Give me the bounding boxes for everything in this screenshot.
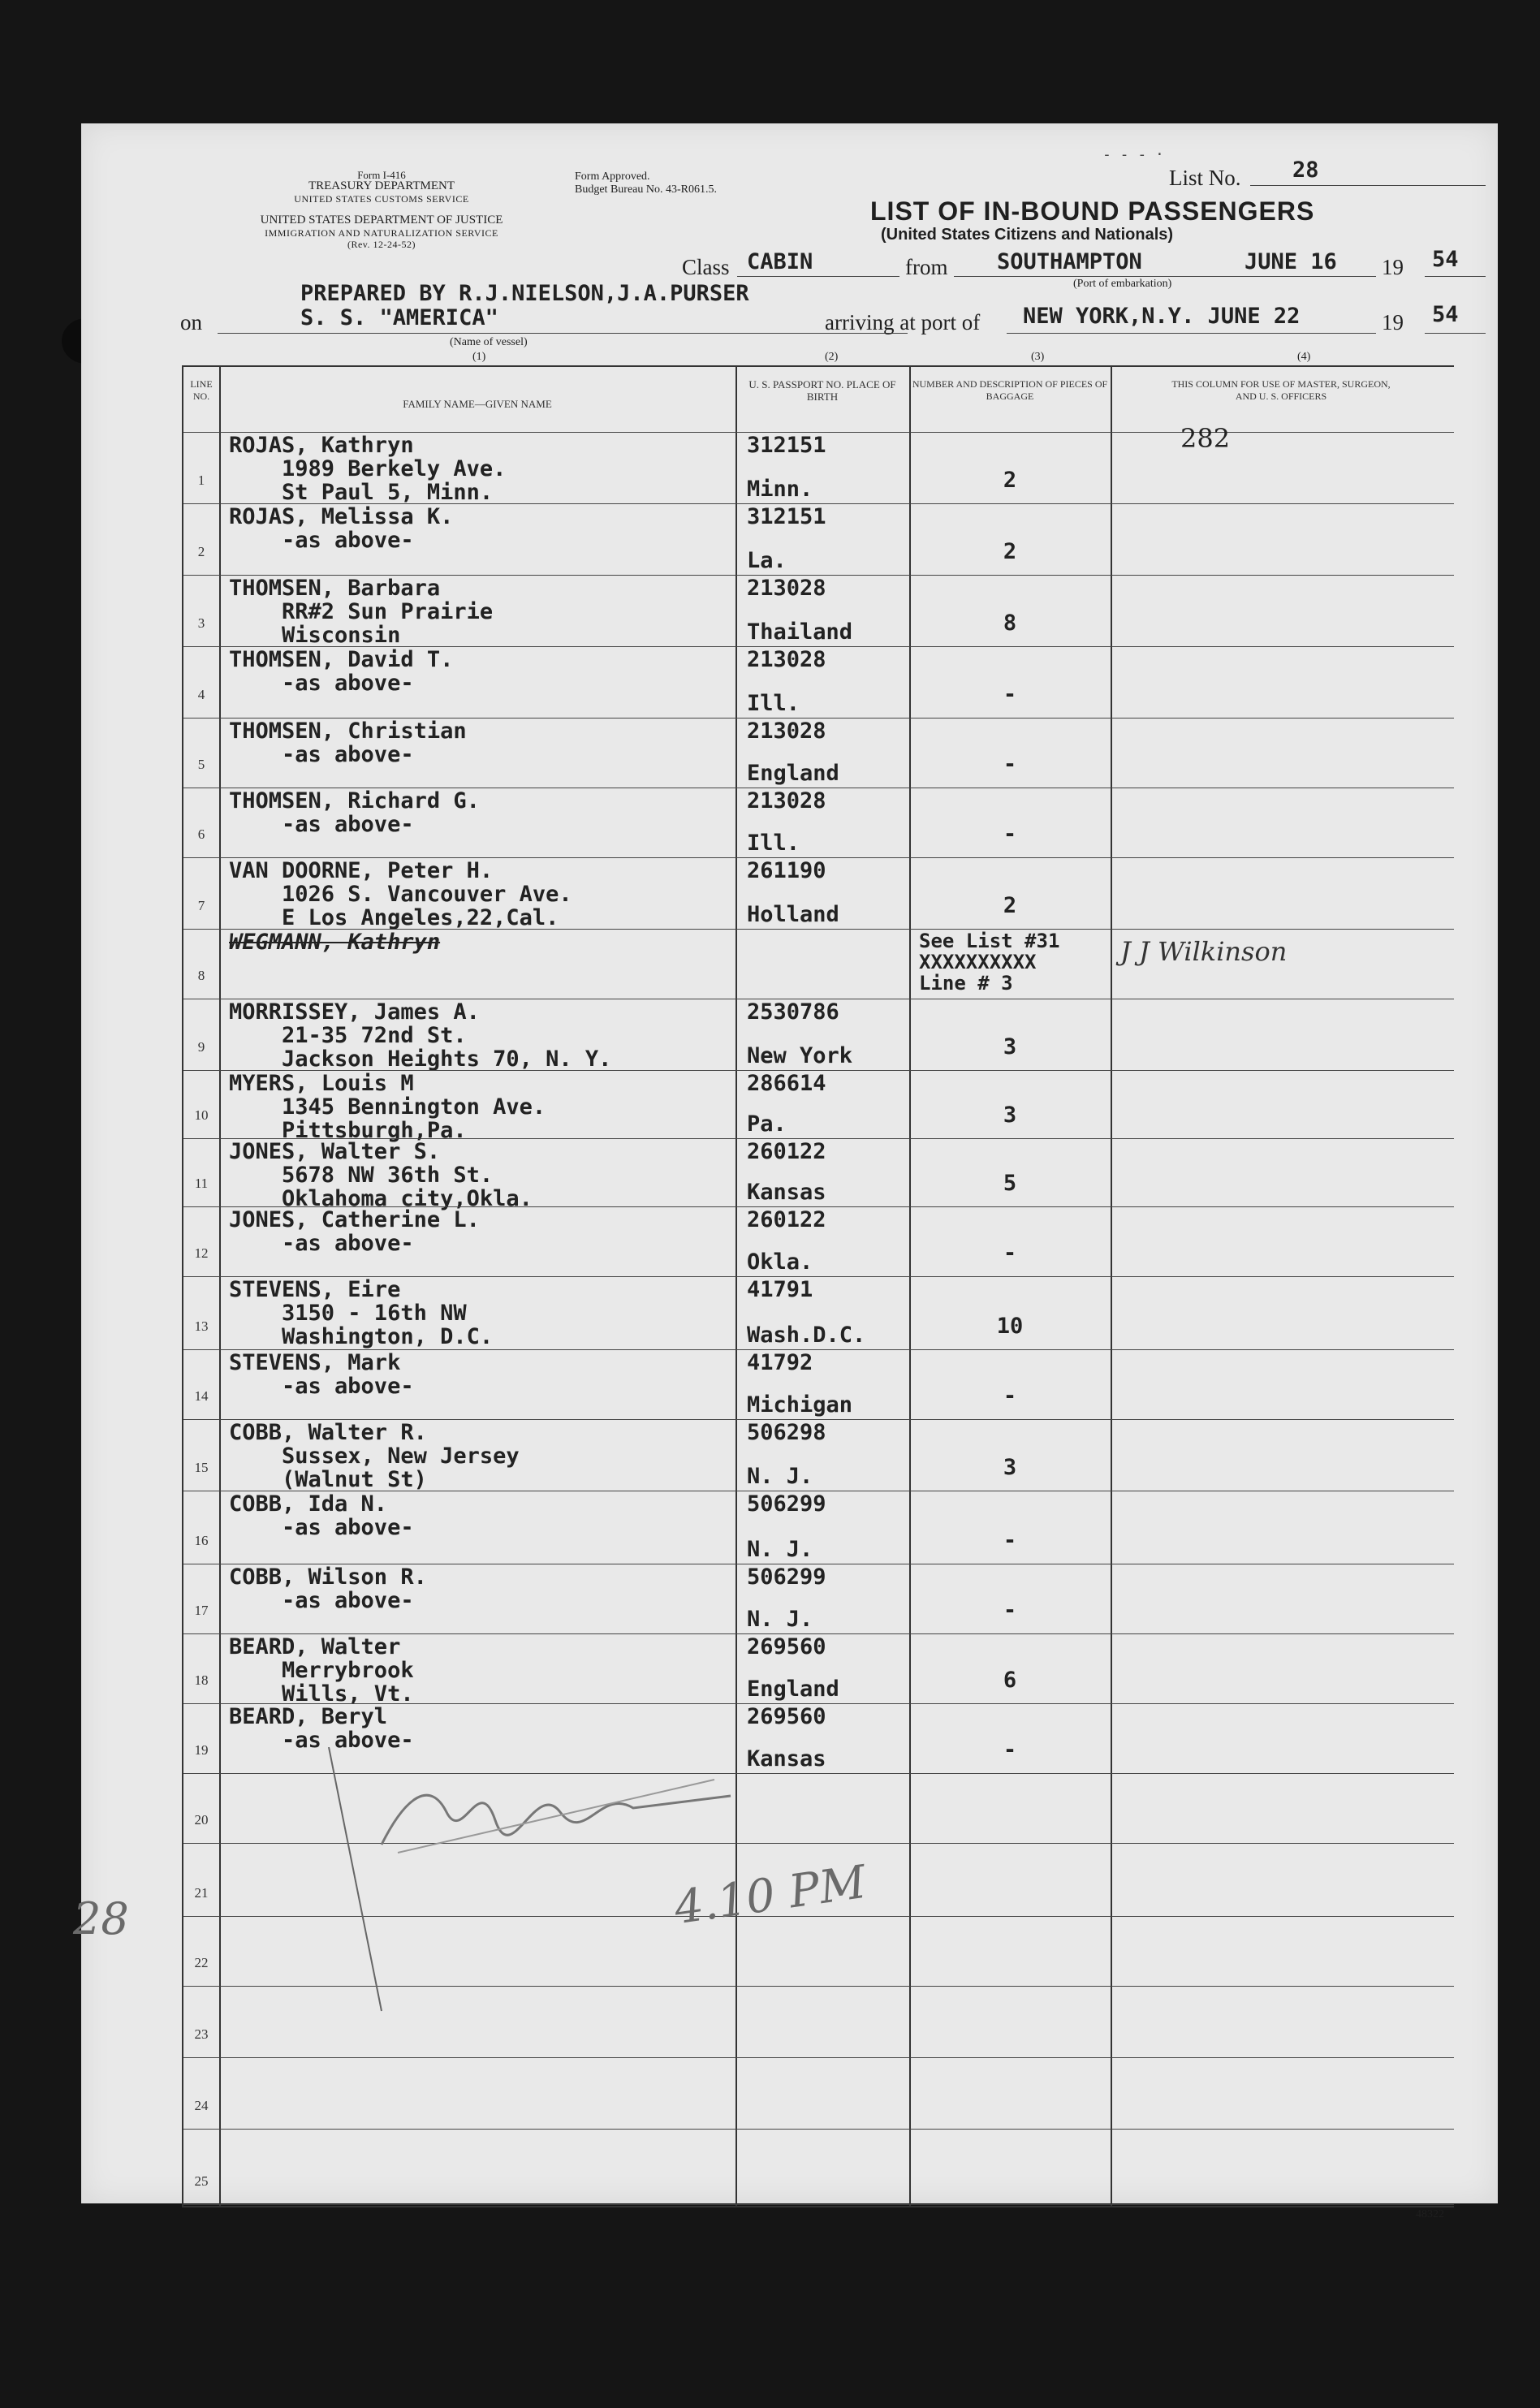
table-row [183, 929, 1454, 999]
column-header-name: FAMILY NAME—GIVEN NAME [403, 398, 552, 410]
table-row [183, 1491, 1454, 1564]
manifest-page [73, 123, 1498, 2220]
baggage-count: 2 [1003, 539, 1017, 564]
passenger-name: THOMSEN, Christian -as above- [229, 719, 467, 767]
place-of-birth: La. [747, 548, 787, 573]
passenger-name: JONES, Walter S. 5678 NW 36th St. Oklahoma city,Okla. [229, 1139, 533, 1211]
margin-handwritten-number: 28 [73, 1893, 129, 1944]
line-number: 7 [197, 898, 205, 913]
place-of-birth: N. J. [747, 1464, 813, 1489]
place-of-birth: England [747, 1677, 839, 1702]
line-number: 9 [197, 1039, 205, 1055]
line-number: 24 [194, 2098, 209, 2113]
form-approved: Form Approved. [575, 170, 650, 183]
passport-number: 213028 [747, 576, 826, 601]
budget-bureau: Budget Bureau No. 43-R061.5. [575, 183, 717, 196]
list-no-label: List No. [1169, 166, 1241, 190]
passenger-name: ROJAS, Kathryn 1989 Berkely Ave. St Paul 5, Minn. [229, 433, 507, 505]
place-of-birth: Ill. [747, 691, 800, 716]
line-number: 12 [194, 1245, 209, 1261]
line-number: 20 [194, 1812, 209, 1828]
document-title: LIST OF IN-BOUND PASSENGERS [870, 196, 1315, 226]
baggage-count: 8 [1003, 611, 1017, 636]
form-number: Form I-416 [357, 169, 406, 181]
baggage-count: - [1003, 1383, 1017, 1409]
passport-number: 213028 [747, 788, 826, 813]
embarkation-caption: (Port of embarkation) [1073, 278, 1172, 290]
baggage-count: - [1003, 1528, 1017, 1553]
prepared-by: PREPARED BY R.J.NIELSON,J.A.PURSER [300, 281, 749, 306]
baggage-count: 2 [1003, 893, 1017, 918]
table-row [183, 503, 1454, 575]
passenger-name: THOMSEN, David T. -as above- [229, 647, 454, 696]
place-of-birth: Thailand [747, 619, 853, 645]
arriving-label: arriving at port of [825, 310, 981, 334]
line-number: 13 [194, 1318, 209, 1334]
table-row [183, 999, 1454, 1070]
document-subtitle: (United States Citizens and Nationals) [881, 226, 1174, 244]
passenger-name: THOMSEN, Richard G. -as above- [229, 788, 480, 837]
departure-date: JUNE 16 [1245, 249, 1337, 274]
passport-number: 260122 [747, 1207, 826, 1232]
place-of-birth: Pa. [747, 1111, 787, 1137]
table-row [183, 1419, 1454, 1491]
passenger-name: MORRISSEY, James A. 21-35 72nd St. Jackson Heights 70, N. Y. [229, 999, 612, 1072]
passenger-name: ROJAS, Melissa K. -as above- [229, 504, 454, 553]
signature-scribble [373, 1763, 747, 1864]
passenger-name: COBB, Ida N. -as above- [229, 1491, 414, 1540]
table-row [183, 1070, 1454, 1143]
column-header-passport: U. S. PASSPORT NO. PLACE OF BIRTH [748, 378, 896, 403]
column-header-line-no: LINE NO. [190, 378, 213, 402]
arrival-port: NEW YORK,N.Y. JUNE 22 [1023, 304, 1301, 329]
officer-note: J J Wilkinson [1120, 936, 1288, 967]
place-of-birth: Wash.D.C. [747, 1323, 866, 1348]
line-number: 19 [194, 1742, 209, 1758]
table-row [183, 2057, 1454, 2129]
place-of-birth: England [747, 761, 839, 786]
passport-number: 261190 [747, 858, 826, 883]
passenger-name: MYERS, Louis M 1345 Bennington Ave. Pittsburgh,Pa. [229, 1071, 546, 1143]
baggage-count: - [1003, 1598, 1017, 1623]
passenger-name: VAN DOORNE, Peter H. 1026 S. Vancouver Ave. E Los Angeles,22,Cal. [229, 858, 572, 930]
place-of-birth: Okla. [747, 1249, 813, 1275]
baggage-count: - [1003, 682, 1017, 707]
line-number: 1 [197, 473, 205, 488]
baggage-count: 5 [1003, 1171, 1017, 1196]
table-row [183, 718, 1454, 788]
line-number: 5 [197, 757, 205, 772]
line-number: 6 [197, 826, 205, 842]
place-of-birth: Michigan [747, 1392, 853, 1418]
on-label: on [180, 310, 202, 334]
place-of-birth: Ill. [747, 831, 800, 856]
passport-number: 269560 [747, 1704, 826, 1729]
table-row [183, 575, 1454, 646]
port-of-embarkation: SOUTHAMPTON [997, 249, 1142, 274]
passport-number: 213028 [747, 647, 826, 672]
table-row [183, 1138, 1454, 1211]
place-of-birth: Kansas [747, 1746, 826, 1771]
print-code: 48322 [1416, 2208, 1444, 2220]
baggage-count: 3 [1003, 1455, 1017, 1480]
place-of-birth: New York [747, 1043, 853, 1068]
table-row [183, 646, 1454, 718]
immigration-service: IMMIGRATION AND NATURALIZATION SERVICE [265, 227, 498, 239]
line-number: 16 [194, 1533, 209, 1548]
mark-dashes: - - - · [1102, 146, 1164, 163]
passenger-name: STEVENS, Mark -as above- [229, 1350, 414, 1399]
baggage-count: 3 [1003, 1103, 1017, 1128]
vessel-name: S. S. "AMERICA" [300, 305, 498, 330]
baggage-count: 2 [1003, 468, 1017, 493]
line-number: 15 [194, 1460, 209, 1475]
place-of-birth: Holland [747, 902, 839, 927]
line-number: 2 [197, 544, 205, 559]
class-label: Class [682, 255, 730, 279]
passport-number: 506299 [747, 1564, 826, 1590]
vessel-caption: (Name of vessel) [450, 336, 528, 348]
line-number: 25 [194, 2173, 209, 2189]
place-of-birth: N. J. [747, 1537, 813, 1562]
passenger-name: BEARD, Walter Merrybrook Wills, Vt. [229, 1634, 414, 1707]
table-row [183, 1564, 1454, 1633]
passport-number: 260122 [747, 1139, 826, 1164]
place-of-birth: N. J. [747, 1607, 813, 1632]
passport-number: 269560 [747, 1634, 826, 1659]
revision-date: (Rev. 12-24-52) [347, 239, 416, 250]
column-header-baggage: NUMBER AND DESCRIPTION OF PIECES OF BAGGAGE [912, 378, 1108, 402]
baggage-count: 3 [1003, 1034, 1017, 1059]
treasury-department: TREASURY DEPARTMENT [308, 179, 455, 192]
table-row [183, 423, 1454, 505]
customs-service: UNITED STATES CUSTOMS SERVICE [294, 193, 469, 205]
line-number: 11 [194, 1176, 209, 1191]
list-no: 28 [1292, 158, 1319, 183]
class-value: CABIN [747, 249, 813, 274]
line-number: 23 [194, 2026, 209, 2042]
table-row [183, 857, 1454, 929]
column-header-officers: THIS COLUMN FOR USE OF MASTER, SURGEON, AND U. S. OFFICERS [1171, 378, 1391, 402]
officer-note: 282 [1180, 423, 1231, 454]
table-row [183, 2129, 1454, 2204]
diagonal-stroke [325, 1747, 390, 2018]
passenger-name: THOMSEN, Barbara RR#2 Sun Prairie Wisconsin [229, 576, 494, 648]
table-row [183, 1349, 1454, 1419]
line-number: 4 [197, 687, 205, 702]
place-of-birth: Kansas [747, 1180, 826, 1205]
place-of-birth: Minn. [747, 477, 813, 502]
passport-number: 312151 [747, 433, 826, 458]
baggage-count: - [1003, 1737, 1017, 1763]
passenger-name: STEVENS, Eire 3150 - 16th NW Washington, D.C. [229, 1277, 494, 1349]
passport-number: 506298 [747, 1420, 826, 1445]
baggage-count: 10 [996, 1314, 1024, 1339]
baggage-count: 6 [1003, 1668, 1017, 1693]
passport-number: 312151 [747, 504, 826, 529]
baggage-count: See List #31 XXXXXXXXXX Line # 3 [919, 930, 1060, 995]
column-number-2: (2) [825, 351, 839, 363]
from-label: from [905, 255, 948, 279]
passport-number: 286614 [747, 1071, 826, 1096]
departure-year: 54 [1432, 247, 1459, 272]
column-number-4: (4) [1297, 351, 1311, 363]
passport-number: 213028 [747, 719, 826, 744]
baggage-count: - [1003, 752, 1017, 777]
line-number: 18 [194, 1672, 209, 1688]
column-number-3: (3) [1031, 351, 1045, 363]
year-prefix: 19 [1382, 255, 1404, 279]
line-number: 17 [194, 1603, 209, 1618]
line-number: 22 [194, 1955, 209, 1970]
passenger-name: COBB, Wilson R. -as above- [229, 1564, 427, 1613]
line-number: 8 [197, 968, 205, 983]
table-row [183, 1633, 1454, 1707]
passenger-name: JONES, Catherine L. -as above- [229, 1207, 480, 1256]
passport-number: 2530786 [747, 999, 839, 1025]
table-row [183, 1276, 1454, 1349]
handwritten-time: 4.10 PM [671, 1855, 869, 1935]
line-number: 21 [194, 1885, 209, 1901]
arrival-year-prefix: 19 [1382, 310, 1404, 334]
passport-number: 41792 [747, 1350, 813, 1375]
passenger-name: WEGMANN, Kathryn [229, 930, 441, 955]
department-of-justice: UNITED STATES DEPARTMENT OF JUSTICE [260, 214, 503, 227]
line-number: 14 [194, 1388, 209, 1404]
column-number-1: (1) [472, 351, 486, 363]
baggage-count: - [1003, 1241, 1017, 1266]
arrival-year: 54 [1432, 302, 1459, 327]
passenger-name: BEARD, Beryl -as above- [229, 1704, 414, 1753]
table-row [183, 788, 1454, 857]
line-number: 3 [197, 615, 205, 631]
passport-number: 41791 [747, 1277, 813, 1302]
table-row [183, 1206, 1454, 1276]
passport-number: 506299 [747, 1491, 826, 1517]
baggage-count: - [1003, 822, 1017, 847]
line-number: 10 [194, 1107, 209, 1123]
passenger-name: COBB, Walter R. Sussex, New Jersey (Walnut St) [229, 1420, 520, 1492]
